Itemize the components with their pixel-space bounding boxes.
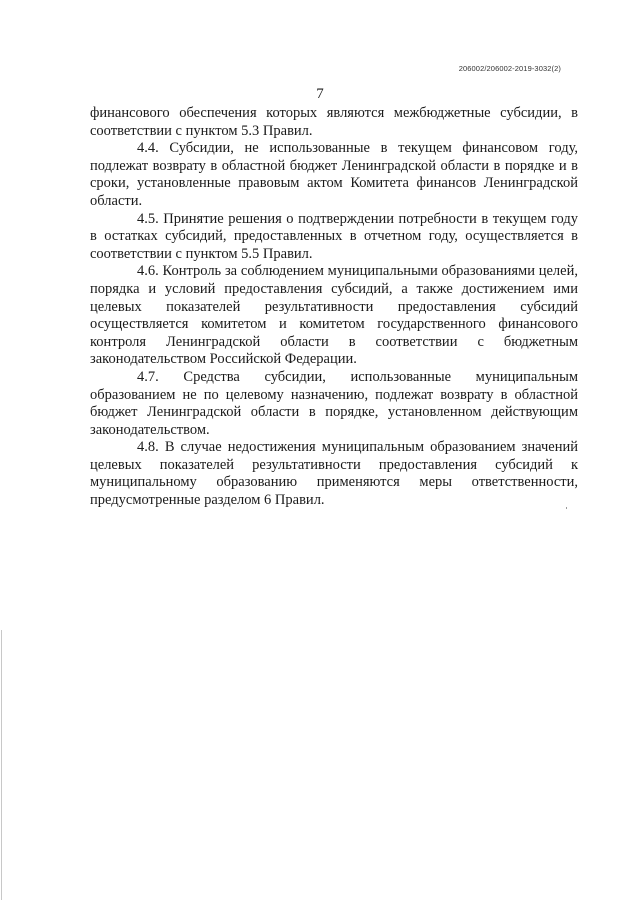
paragraph-continuation: финансового обеспечения которых являются межбюджетные субсидии, в соответствии с пунктом 5.3 Правил. (90, 105, 578, 139)
paragraph-4-6: 4.6. Контроль за соблюдением муниципальными образованиями целей, порядка и условий предоставления субсидий, а также достижением ими целевых показателей результативности предоставления субсидий осуществляется комитетом и комитетом государственного финансового контроля Ленинградской области в соответствии с бюджетным законодательством Российской Федерации. (90, 263, 578, 368)
paragraph-4-7: 4.7. Средства субсидии, использованные муниципальным образованием не по целевому назначению, подлежат возврату в областной бюджет Ленинградской области в порядке, установленном действующим законодательством. (90, 368, 578, 438)
paragraph-4-4: 4.4. Субсидии, не использованные в текущем финансовом году, подлежат возврату в областной бюджет Ленинградской области в порядке и в сроки, установленные правовым актом Комитета финансов Ленинградской области. (90, 140, 578, 209)
document-body (90, 105, 578, 510)
paragraph-4-8: 4.8. В случае недостижения муниципальным образованием значений целевых показателей результативности предоставления субсидий к муниципальному образованию применяются меры ответственности, предусмотренные разделом 6 Правил. (90, 439, 578, 509)
page-number: 7 (316, 86, 324, 102)
scan-edge-line (1, 630, 2, 900)
paragraph-4-5: 4.5. Принятие решения о подтверждении потребности в текущем году в остатках субсидий, предоставленных в отчетном году, осуществляется в соответствии с пунктом 5.5 Правил. (90, 210, 578, 262)
document-code: 206002/206002-2019-3032(2) (458, 64, 561, 73)
scan-speck (566, 507, 567, 509)
